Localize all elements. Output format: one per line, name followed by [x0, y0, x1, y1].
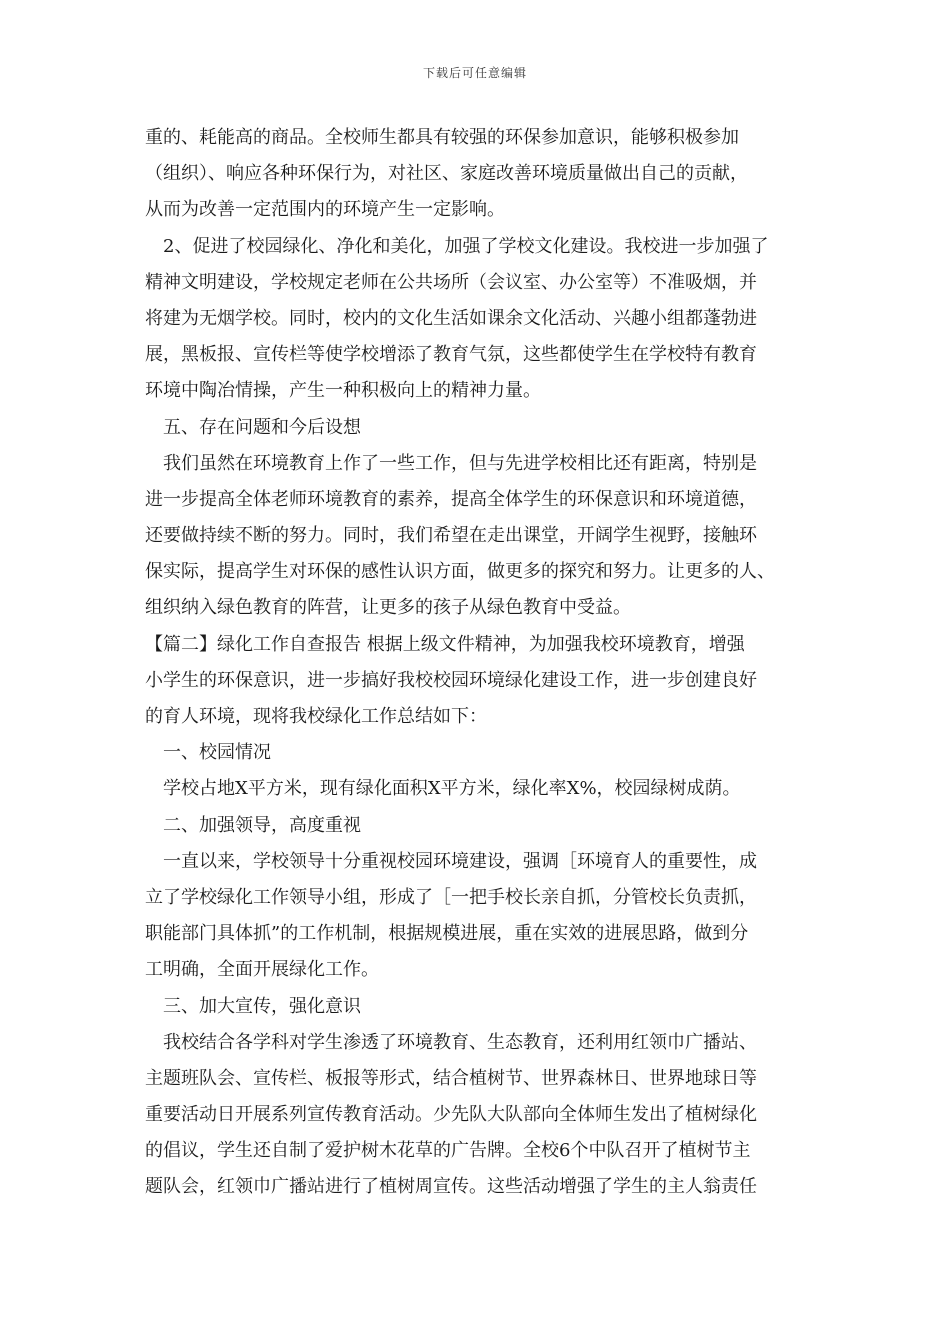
- text-line: 我校结合各学科对学生渗透了环境教育、生态教育，还利用红领巾广播站、: [163, 1031, 757, 1053]
- text-line: 保实际，提高学生对环保的感性认识方面，做更多的探究和努力。让更多的人、: [145, 561, 775, 583]
- text-line: 重要活动日开展系列宣传教育活动。少先队大队部向全体师生发出了植树绿化: [145, 1104, 757, 1126]
- text-line: 组织纳入绿色教育的阵营，让更多的孩子从绿色教育中受益。: [145, 597, 631, 619]
- text-line: 精神文明建设，学校规定老师在公共场所（会议室、办公室等）不准吸烟，并: [145, 271, 757, 293]
- text-line: 【篇二】绿化工作自查报告 根据上级文件精神，为加强我校环境教育，增强: [145, 633, 745, 655]
- text-line: 将建为无烟学校。同时，校内的文化生活如课余文化活动、兴趣小组都蓬勃进: [145, 307, 757, 329]
- text-line: 的倡议，学生还自制了爱护树木花草的广告牌。全校6个中队召开了植树节主: [145, 1140, 751, 1162]
- text-line: 我们虽然在环境教育上作了一些工作，但与先进学校相比还有距离，特别是: [163, 452, 757, 474]
- text-line: 立了学校绿化工作领导小组，形成了［一把手校长亲自抓，分管校长负责抓，: [145, 886, 757, 908]
- text-line: 主题班队会、宣传栏、板报等形式，结合植树节、世界森林日、世界地球日等: [145, 1067, 757, 1089]
- text-line: 还要做持续不断的努力。同时，我们希望在走出课堂，开阔学生视野，接触环: [145, 525, 757, 547]
- text-line: 题队会，红领巾广播站进行了植树周宣传。这些活动增强了学生的主人翁责任: [145, 1176, 757, 1198]
- page-header: 下载后可任意编辑: [422, 66, 527, 80]
- text-line: 2、促进了校园绿化、净化和美化，加强了学校文化建设。我校进一步加强了: [163, 235, 769, 257]
- text-line: 一、校园情况: [163, 742, 271, 764]
- text-line: 的育人环境，现将我校绿化工作总结如下：: [145, 706, 487, 727]
- text-line: 从而为改善一定范围内的环境产生一定影响。: [145, 199, 505, 221]
- text-line: 重的、耗能高的商品。全校师生都具有较强的环保参加意识，能够积极参加: [145, 127, 739, 148]
- text-line: 五、存在问题和今后设想: [163, 416, 361, 438]
- text-line: 工明确，全面开展绿化工作。: [145, 959, 379, 981]
- text-line: 进一步提高全体老师环境教育的素养，提高全体学生的环保意识和环境道德，: [145, 488, 757, 510]
- text-line: 一直以来，学校领导十分重视校园环境建设，强调［环境育人的重要性，成: [163, 850, 757, 872]
- text-line: （组织）、响应各种环保行为，对社区、家庭改善环境质量做出自己的贡献，: [145, 163, 748, 185]
- text-line: 小学生的环保意识，进一步搞好我校校园环境绿化建设工作，进一步创建良好: [145, 669, 757, 691]
- text-line: 环境中陶冶情操，产生一种积极向上的精神力量。: [145, 380, 541, 402]
- document-body: [145, 120, 820, 1206]
- text-line: 职能部门具体抓”的工作机制，根据规模进展，重在实效的进展思路，做到分: [145, 923, 749, 945]
- text-line: 二、加强领导，高度重视: [163, 814, 361, 836]
- text-line: 展，黑板报、宣传栏等使学校增添了教育气氛，这些都使学生在学校特有教育: [145, 344, 757, 366]
- text-line: 三、加大宣传，强化意识: [163, 995, 361, 1017]
- text-line: 学校占地X平方米，现有绿化面积X平方米，绿化率X%，校园绿树成荫。: [163, 778, 741, 800]
